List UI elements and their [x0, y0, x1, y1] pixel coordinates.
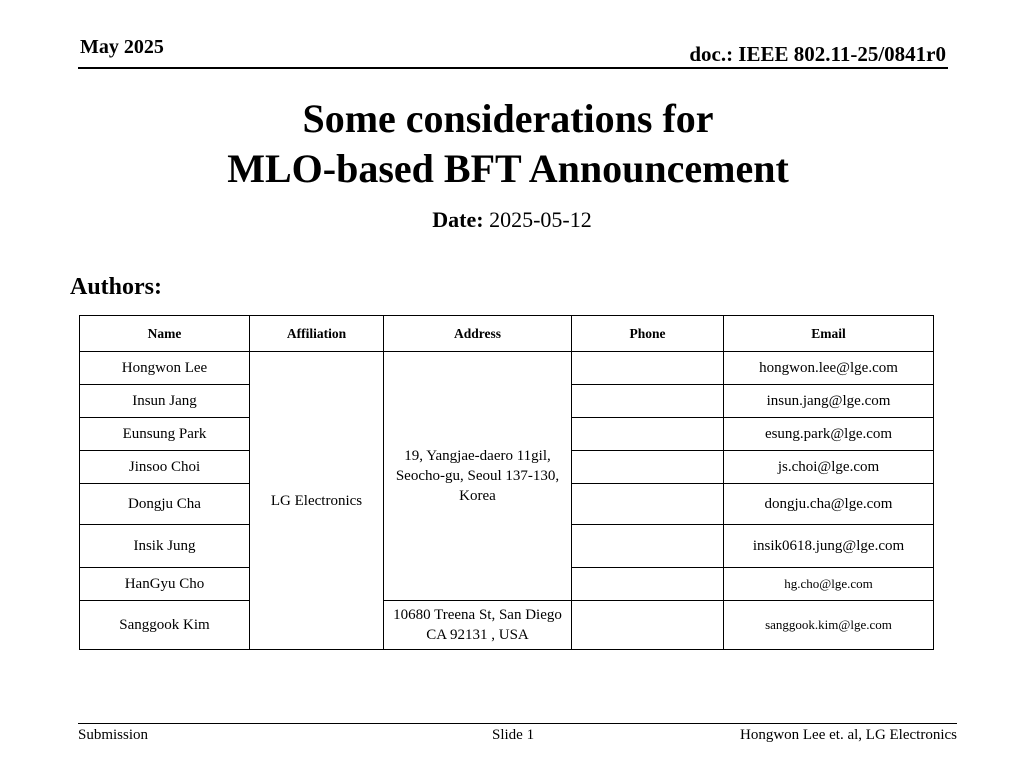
- footer-slide-number: Slide 1: [492, 727, 535, 743]
- author-email: sanggook.kim@lge.com: [724, 601, 934, 650]
- author-email: insun.jang@lge.com: [724, 385, 934, 418]
- table-row: [80, 352, 934, 385]
- author-phone: [572, 601, 724, 650]
- author-email: hongwon.lee@lge.com: [724, 352, 934, 385]
- column-header-address: Address: [384, 316, 572, 352]
- authors-heading: Authors:: [70, 274, 163, 300]
- column-header-affiliation: Affiliation: [250, 316, 384, 352]
- table-header-row: [80, 316, 934, 352]
- slide-title: [0, 94, 1016, 194]
- date-label: Date:: [432, 207, 484, 232]
- author-name: Hongwon Lee: [80, 352, 250, 385]
- address-cell-korea: 19, Yangjae-daero 11gil, Seocho-gu, Seoul 137-130, Korea: [384, 352, 572, 601]
- author-email: esung.park@lge.com: [724, 418, 934, 451]
- author-name: HanGyu Cho: [80, 568, 250, 601]
- footer-divider: [78, 723, 957, 724]
- footer-authors: Hongwon Lee et. al, LG Electronics: [739, 727, 957, 743]
- column-header-email: Email: [724, 316, 934, 352]
- author-name: Jinsoo Choi: [80, 451, 250, 484]
- author-email: dongju.cha@lge.com: [724, 484, 934, 525]
- author-name: Dongju Cha: [80, 484, 250, 525]
- header-divider: [78, 67, 948, 69]
- authors-table: [79, 315, 934, 650]
- author-phone: [572, 568, 724, 601]
- header-date: May 2025: [80, 36, 164, 58]
- footer-submission: Submission: [78, 727, 149, 743]
- author-name: Insik Jung: [80, 525, 250, 568]
- column-header-name: Name: [80, 316, 250, 352]
- author-phone: [572, 352, 724, 385]
- column-header-phone: Phone: [572, 316, 724, 352]
- date-value: 2025-05-12: [489, 207, 592, 232]
- author-phone: [572, 525, 724, 568]
- author-email: js.choi@lge.com: [724, 451, 934, 484]
- author-phone: [572, 484, 724, 525]
- title-line-1: Some considerations for: [302, 96, 714, 141]
- address-cell-us: 10680 Treena St, San Diego CA 92131 , USA: [384, 601, 572, 650]
- author-email: hg.cho@lge.com: [724, 568, 934, 601]
- header-doc-id: doc.: IEEE 802.11-25/0841r0: [689, 42, 946, 66]
- author-name: Insun Jang: [80, 385, 250, 418]
- author-name: Sanggook Kim: [80, 601, 250, 650]
- author-email: insik0618.jung@lge.com: [724, 525, 934, 568]
- affiliation-cell: LG Electronics: [250, 352, 384, 650]
- title-line-2: MLO-based BFT Announcement: [227, 146, 789, 191]
- author-phone: [572, 451, 724, 484]
- author-name: Eunsung Park: [80, 418, 250, 451]
- author-phone: [572, 418, 724, 451]
- date-line: [0, 207, 1024, 233]
- author-phone: [572, 385, 724, 418]
- table-row: [80, 601, 934, 650]
